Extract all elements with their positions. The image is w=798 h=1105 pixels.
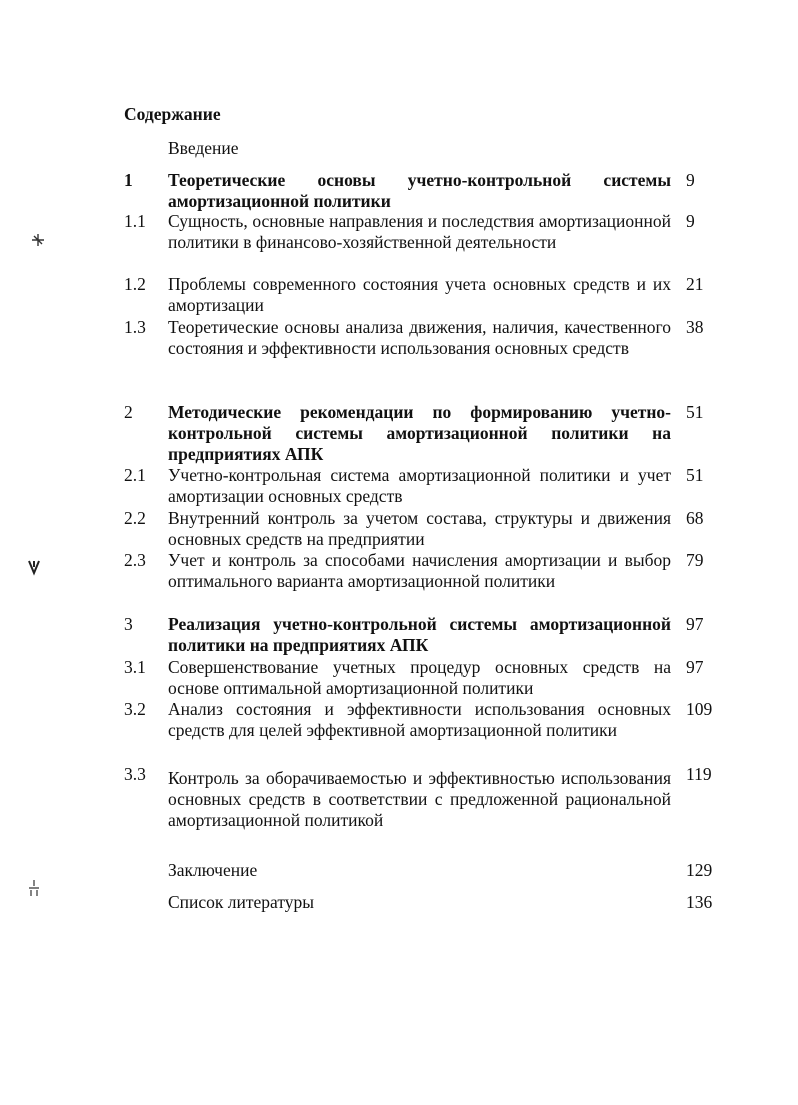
toc-intro-title: Введение: [168, 138, 239, 158]
toc-entry-page: 97: [686, 657, 704, 677]
toc-entry-number: 2.3: [124, 550, 146, 570]
toc-entry-title: Контроль за оборачиваемостью и эффективностью использования основных средств в соответствии с предложенной рациональной амортизационной политикой: [168, 768, 671, 830]
toc-entry-page: 38: [686, 317, 704, 337]
toc-entry-title: Проблемы современного состояния учета основных средств и их амортизации: [168, 274, 671, 315]
toc-entry-number: 3.1: [124, 657, 146, 677]
toc-entry-page: 79: [686, 550, 704, 570]
toc-entry-number: 2: [124, 402, 133, 422]
toc-entry-page: 9: [686, 211, 695, 231]
toc-entry-number: 1.2: [124, 274, 146, 294]
toc-entry-page: 51: [686, 402, 704, 422]
toc-entry-page: 51: [686, 465, 704, 485]
scan-speck-icon: [30, 232, 46, 248]
scan-speck-icon: [26, 878, 42, 898]
toc-references-page: 136: [686, 892, 713, 912]
toc-references-title: Список литературы: [168, 892, 315, 912]
toc-entry-number: 1: [124, 170, 133, 190]
toc-entry-title: Теоретические основы анализа движения, наличия, качественного состояния и эффективности использования основных средств: [168, 317, 671, 358]
toc-entry-title: Учет и контроль за способами начисления амортизации и выбор оптимального варианта амортизационной политики: [168, 550, 671, 591]
toc-entry-title: Реализация учетно-контрольной системы амортизационной политики на предприятиях АПК: [168, 614, 671, 655]
toc-entry-number: 2.1: [124, 465, 146, 485]
toc-entry-page: 97: [686, 614, 704, 634]
scan-speck-icon: [26, 558, 42, 576]
toc-conclusion-title: Заключение: [168, 860, 258, 880]
toc-entry-title: Сущность, основные направления и последствия амортизационной политики в финансово-хозяйственной деятельности: [168, 211, 671, 252]
toc-entry-title: Анализ состояния и эффективности использования основных средств для целей эффективной амортизационной политики: [168, 699, 671, 740]
toc-heading: Содержание: [124, 104, 221, 124]
toc-entry-page: 109: [686, 699, 713, 719]
toc-entry-number: 3: [124, 614, 133, 634]
toc-entry-title: Учетно-контрольная система амортизационной политики и учет амортизации основных средств: [168, 465, 671, 506]
toc-entry-title: Совершенствование учетных процедур основных средств на основе оптимальной амортизационной политики: [168, 657, 671, 698]
toc-entry-page: 68: [686, 508, 704, 528]
toc-entry-title: Внутренний контроль за учетом состава, структуры и движения основных средств на предприятии: [168, 508, 671, 549]
toc-conclusion-page: 129: [686, 860, 713, 880]
toc-entry-number: 1.3: [124, 317, 146, 337]
toc-entry-page: 9: [686, 170, 695, 190]
toc-entry-number: 3.3: [124, 764, 146, 784]
toc-entry-page: 119: [686, 764, 712, 784]
toc-entry-page: 21: [686, 274, 704, 294]
toc-entry-number: 2.2: [124, 508, 146, 528]
toc-entry-number: 3.2: [124, 699, 146, 719]
toc-entry-title: Теоретические основы учетно-контрольной системы амортизационной политики: [168, 170, 671, 211]
toc-entry-title: Методические рекомендации по формированию учетно-контрольной системы амортизационной политики на предприятиях АПК: [168, 402, 671, 464]
toc-entry-number: 1.1: [124, 211, 146, 231]
